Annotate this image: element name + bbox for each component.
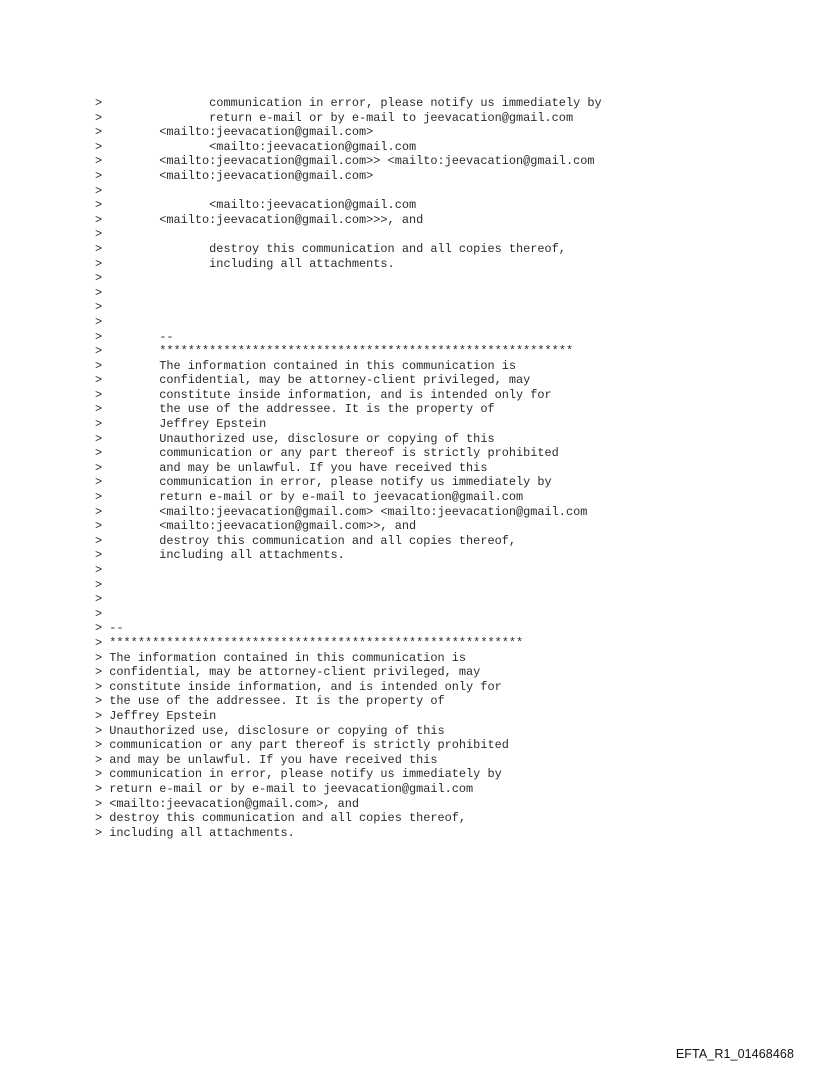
email-line: > including all attachments. [95, 548, 345, 563]
email-line: > [95, 606, 103, 621]
email-line: > constitute inside information, and is intended only for [95, 679, 502, 694]
email-line: > the use of the addressee. It is the property of [95, 694, 445, 709]
email-line: > ********************************************************** [95, 635, 524, 650]
email-line: > <mailto:jeevacation@gmail.com> <mailto:jeevacation@gmail.com [95, 504, 588, 519]
email-line: > destroy this communication and all copies thereof, [95, 241, 566, 256]
email-body [95, 96, 602, 840]
email-line: > the use of the addressee. It is the property of [95, 402, 495, 417]
email-line: > communication in error, please notify us immediately by [95, 767, 502, 782]
email-line: > Jeffrey Epstein [95, 708, 217, 723]
email-line: > The information contained in this communication is [95, 650, 467, 665]
email-line: > [95, 271, 103, 286]
email-line: > <mailto:jeevacation@gmail.com> [95, 125, 374, 140]
email-line: > [95, 592, 103, 607]
email-line: > Jeffrey Epstein [95, 417, 267, 432]
email-line: > return e-mail or by e-mail to jeevacation@gmail.com [95, 781, 474, 796]
email-line: > -- [95, 329, 174, 344]
email-line: > [95, 183, 103, 198]
email-line: > destroy this communication and all copies thereof, [95, 533, 516, 548]
email-line: > and may be unlawful. If you have received this [95, 752, 438, 767]
email-line: > [95, 314, 103, 329]
email-line: > <mailto:jeevacation@gmail.com [95, 198, 417, 213]
email-line: > ********************************************************** [95, 344, 574, 359]
email-line: > Unauthorized use, disclosure or copying of this [95, 431, 495, 446]
email-line: > confidential, may be attorney-client privileged, may [95, 665, 481, 680]
email-line: > confidential, may be attorney-client privileged, may [95, 373, 531, 388]
email-line: > constitute inside information, and is intended only for [95, 387, 552, 402]
email-line: > [95, 227, 103, 242]
email-line: > Unauthorized use, disclosure or copying of this [95, 723, 445, 738]
email-line: > including all attachments. [95, 825, 295, 840]
email-line: > communication in error, please notify us immediately by [95, 96, 602, 110]
email-line: > communication or any part thereof is strictly prohibited [95, 738, 509, 753]
email-line: > <mailto:jeevacation@gmail.com> [95, 168, 374, 183]
email-line: > <mailto:jeevacation@gmail.com>> <mailto:jeevacation@gmail.com [95, 154, 595, 169]
email-line: > [95, 285, 103, 300]
email-line: > communication in error, please notify us immediately by [95, 475, 552, 490]
document-id: EFTA_R1_01468468 [675, 1047, 794, 1061]
email-line: > return e-mail or by e-mail to jeevacation@gmail.com [95, 110, 574, 125]
email-line: > <mailto:jeevacation@gmail.com>>>, and [95, 212, 424, 227]
email-line: > <mailto:jeevacation@gmail.com [95, 139, 417, 154]
email-line: > communication or any part thereof is strictly prohibited [95, 446, 559, 461]
email-line: > The information contained in this communication is [95, 358, 516, 373]
email-line: > [95, 577, 103, 592]
email-line: > -- [95, 621, 124, 636]
email-line: > including all attachments. [95, 256, 395, 271]
email-line: > [95, 563, 103, 577]
email-line: > <mailto:jeevacation@gmail.com>>, and [95, 519, 417, 534]
email-line: > destroy this communication and all copies thereof, [95, 811, 467, 826]
email-line: > and may be unlawful. If you have received this [95, 460, 488, 475]
email-line: > return e-mail or by e-mail to jeevacation@gmail.com [95, 490, 524, 505]
email-line: > <mailto:jeevacation@gmail.com>, and [95, 796, 360, 811]
email-line: > [95, 300, 103, 315]
